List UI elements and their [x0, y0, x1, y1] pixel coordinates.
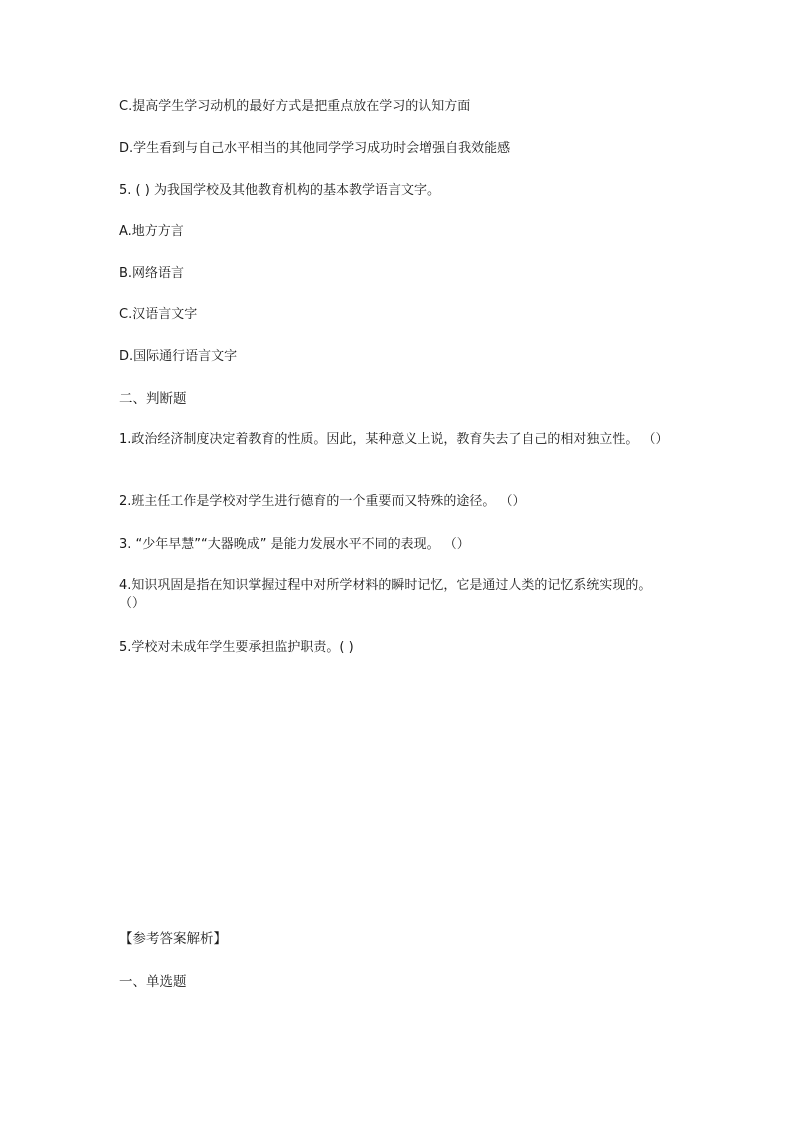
q5-option-a: A.地方方言: [119, 224, 184, 239]
judgment-item-2: 2.班主任工作是学校对学生进行德育的一个重要而又特殊的途径。 （）: [119, 494, 526, 509]
q4-option-c: C.提高学生学习动机的最好方式是把重点放在学习的认知方面: [119, 99, 471, 114]
q5-option-b: B.网络语言: [119, 266, 185, 281]
q5-option-c: C.汉语言文字: [119, 307, 198, 322]
judgment-item-3: 3. “少年早慧”“大器晚成” 是能力发展水平不同的表现。 （）: [119, 537, 470, 552]
answers-heading: 【参考答案解析】: [119, 931, 227, 947]
judgment-item-5: 5.学校对未成年学生要承担监护职责。( ): [119, 640, 354, 655]
q5-stem: 5. ( ) 为我国学校及其他教育机构的基本教学语言文字。: [119, 183, 440, 198]
judgment-heading: 二、判断题: [119, 391, 187, 407]
judgment-item-4: 4.知识巩固是指在知识掌握过程中对所学材料的瞬时记忆，它是通过人类的记忆系统实现的。 （）: [119, 578, 652, 611]
q4-option-d: D.学生看到与自己水平相当的其他同学学习成功时会增强自我效能感: [119, 141, 511, 156]
q5-option-d: D.国际通行语言文字: [119, 349, 238, 364]
judgment-item-1: 1.政治经济制度决定着教育的性质。因此，某种意义上说，教育失去了自己的相对独立性。 （）: [119, 432, 669, 447]
answers-section-1: 一、单选题: [119, 974, 187, 990]
